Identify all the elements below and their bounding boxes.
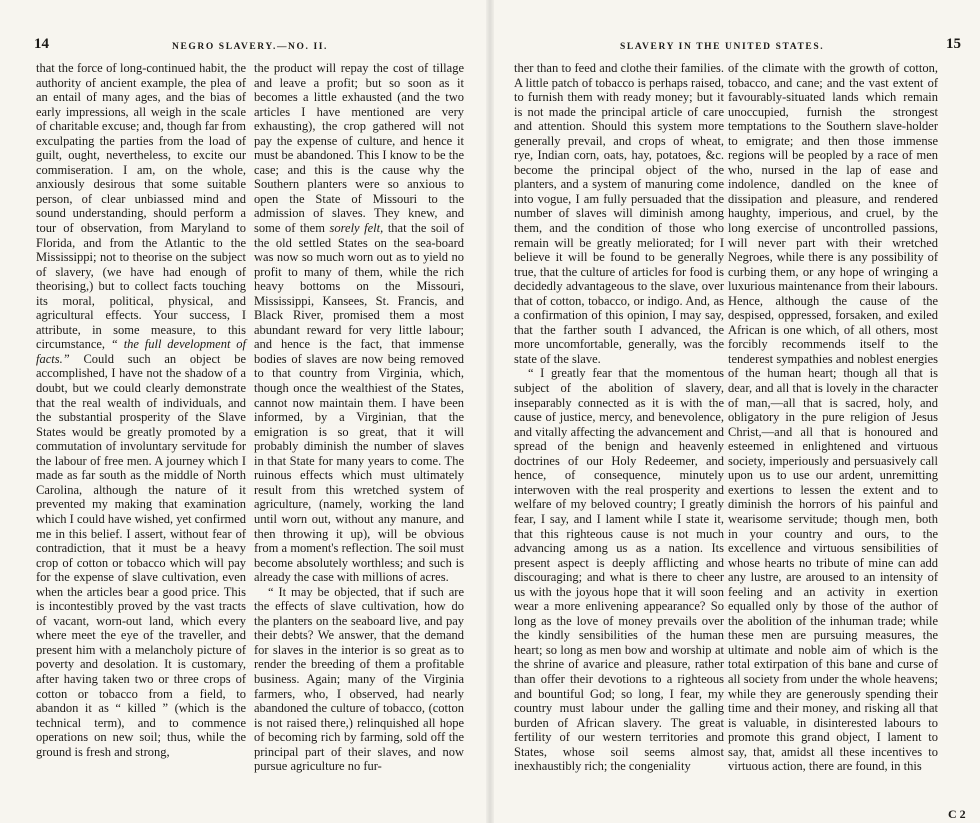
running-head-right: SLAVERY IN THE UNITED STATES. [620,42,825,52]
page-number-right: 15 [946,36,961,52]
paragraph: of the climate with the growth of cotton, tobacco, and cane; and the vast extent of favourably-situated lands which remain unoccupied, furnish the strongest temptations to the Southern slave-holder to emigrate; and then those immense regions will be peopled by a race of men who, nursed in the lap of ease and indolence, dandled on the knee of dissipation and pleasure, and rendered haughty, imperious, and cruel, by the long exercise of uncontrolled passions, will never part with their wretched Negroes, while there is any possibility of curbing them, or any hope of wringing a luxurious maintenance from their labours. Hence, although the cause of the despised, oppressed, forsaken, and exiled African is one which, of all others, most forcibly recommends itself to the tenderest sympathies and noblest energies of the human heart; though all that is dear, and all that is lovely in the character of man,—all that is sacred, holy, and obligatory in the pure religion of Jesus Christ,—and all that is honoured and esteemed in enlightened and virtuous society, imperiously and persuasively call upon us to use our ardent, unremitting exertions to lessen the extent and to diminish the horrors of his painful and wearisome servitude; though men, both in your country and ours, to the excellence and virtuous sensibilities of whose hearts no tribute of mine can add any lustre, are aroused to an intensity of feeling and an activity in exertion equalled only by those of the author of the abolition of the inhuman trade; while these men are pursuing measures, the ultimate and noble aim of which is the total extirpation of this bane and curse of all society from under the whole heavens; while they are generously spending their time and their money, and risking all that is valuable, in disinterested labours to promote this grand object, I lament to say, that, amidst all these incentives to virtuous action, there are found, in this [728,61,939,774]
page-number-left: 14 [34,36,49,52]
left-column-2 [254,61,464,774]
paragraph: “ I greatly fear that the momentous subject of the abolition of slavery, inseparably connected as it is with the cause of justice, mercy, and benevolence, and vitally affecting the advancement and spread of the benign and heavenly doctrines of our Holy Redeemer, and hence, of consequence, minutely interwoven with the real prosperity and welfare of my beloved country; I greatly fear, I say, and I lament while I state it, that this righteous cause is not much advancing among us as a nation. Its present aspect is deeply afflicting and discouraging; and what is there to cheer us with the joyous hope that it will soon wear a more enlivening appearance? So long as the love of money prevails over the kindly sensibilities of the human heart; so long as men bow and worship at the shrine of avarice and pleasure, rather than offer their devotions to a righteous and bountiful God; so long, I fear, my country must labour under the galling burden of African slavery. The great fertility of our western territories and States, whose soil seems almost inexhaustibly rich; the congeniality [514,366,724,774]
paragraph: the product will repay the cost of tillage and leave a profit; but so soon as it becomes a little exhausted (and the two articles I have mentioned are very exhausting), the crop gathered will not pay the expense of culture, and hence it must be abandoned. This I know to be the case; and this is the cause why the Southern planters were so anxious to open the State of Missouri to the admission of slaves. They knew, and some of them sorely felt, that the soil of the old settled States on the sea-board was now so much worn out as to yield no profit to many of them, while the rich heavy bottoms on the Missouri, Mississippi, Kansees, St. Francis, and Black River, promised them a most abundant reward for very little labour; and hence is the fact, that immense bodies of slaves are now being removed to that country from Virginia, which, though once the wealthiest of the States, cannot now maintain them. I have been informed, by a Virginian, that the emigration is so great, that it will probably diminish the number of slaves in that State for many years to come. The ruinous effects which must ultimately result from this wretched system of agriculture, (namely, working the land until worn out, without any manure, and then throwing it up), will be obvious from a moment's reflection. The soil must become absolutely worthless; and such is already the case with millions of acres. [254,61,465,585]
right-page [490,0,980,823]
paragraph: ther than to feed and clothe their families. A little patch of tobacco is perhaps raised, to furnish them with ready money; but it is not made the principal article of care and attention. Should this system more generally prevail, and crops of wheat, rye, Indian corn, oats, hay, potatoes, &c. become the principal object of the planters, and a system of manuring come into vogue, I am fully persuaded that the number of slaves will diminish among them, and the condition of those who remain will be greatly meliorated; for I believe it will be found to be generally true, that the culture of articles for food is decidedly advantageous to the slave, over that of cotton, tobacco, or indigo. And, as a confirmation of this opinion, I may say, that the farther south I advanced, the more uncomfortable, generally, was the state of the slave. [514,61,724,366]
paragraph: that the force of long-continued habit, the authority of ancient example, the plea of an entail of many ages, and the bias of early impressions, all weigh in the scale of charitable excuse; and, though far from exculpating the parties from the load of guilt, ought, nevertheless, to excite our commiseration. I am, on the whole, anxiously desirous that some suitable person, of clear unbiassed mind and sound understanding, should perform a tour of observation, from Maryland to Florida, and from the Atlantic to the Mississippi; not to theorise on the subject of slavery, (we have had enough of theorising,) but to collect facts touching its moral, political, physical, and agricultural effects. Your success, I attribute, in some measure, to this circumstance, “ the full development of facts.” Could such an object be accomplished, I have not the shadow of a doubt, but we could clearly demonstrate that the real wealth of individuals, and the substantial prosperity of the Slave States would be greatly promoted by a commutation of involuntary servitude for the labour of free men. A journey which I made as far south as the middle of North Carolina, although the nature of it prevented my making that examination which I could have wished, yet confirmed me in this belief. I assert, without fear of contradiction, that it must be a heavy crop of cotton or tobacco which will pay for the expense of slave cultivation, even when the articles bear a good price. This is incontestibly proved by the vast tracts of vacant, worn-out land, which every where meet the eye of the traveller, and present him with a melancholy picture of poverty and desolation. It is customary, after having taken two or three crops of cotton or tobacco from a field, to abandon it as “ killed ” (which is the technical term), and to commence operations on new soil; thus, while the ground is fresh and strong, [36,61,247,759]
running-head-left: NEGRO SLAVERY.—NO. II. [172,42,329,52]
italic-phrase: “ the full development of facts.” [36,337,247,366]
right-column-2 [728,61,938,774]
italic-phrase: sorely felt, [329,221,384,236]
right-column-1 [514,61,724,774]
left-column-1 [36,61,246,759]
paragraph: “ It may be objected, that if such are the effects of slave cultivation, how do the planters on the seaboard live, and pay their debts? We answer, that the demand for slaves in the interior is so great as to render the breeding of them a profitable business. Again; many of the Virginia farmers, who, I observed, had nearly abandoned the culture of tobacco, (cotton is not raised there,) relinquished all hope of becoming rich by farming, sold off the principal part of their slaves, and now pursue agriculture no fur- [254,584,464,774]
signature-mark: C 2 [948,807,966,821]
